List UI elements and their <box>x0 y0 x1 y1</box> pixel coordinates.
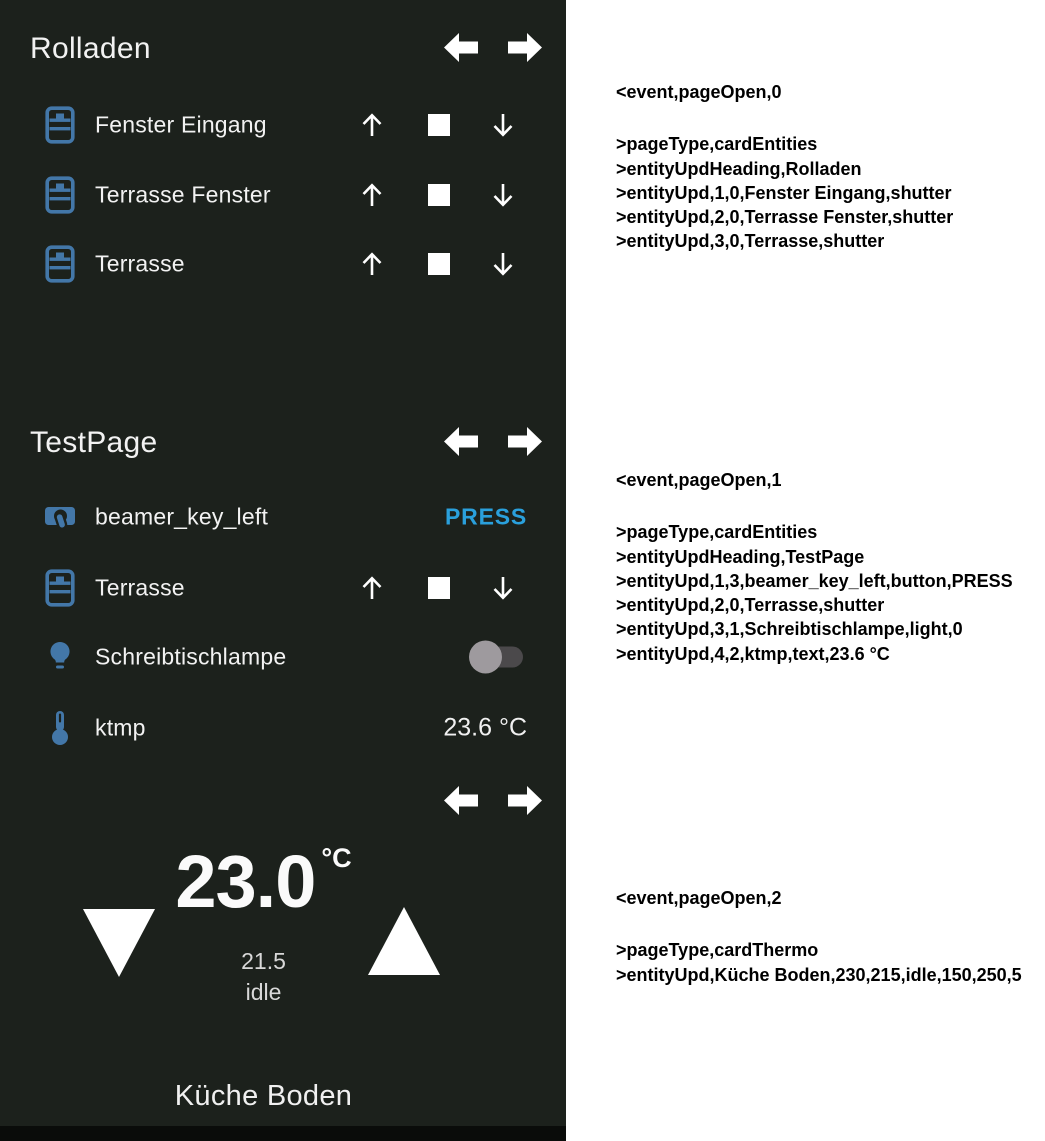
log-line: >entityUpd,3,1,Schreibtischlampe,light,0 <box>616 619 963 640</box>
entity-row <box>0 700 566 756</box>
log-line: <event,pageOpen,1 <box>616 470 782 490</box>
log-line: >entityUpd,2,0,Terrasse,shutter <box>616 595 885 616</box>
entity-row <box>0 629 566 685</box>
nav-next-button[interactable] <box>506 427 543 460</box>
entity-row <box>0 489 566 545</box>
shutter-up-button[interactable] <box>350 560 394 616</box>
shutter-down-button[interactable] <box>481 560 525 616</box>
serial-log-block-1 <box>616 468 1013 666</box>
current-temperature <box>0 840 527 923</box>
nav-next-button[interactable] <box>506 33 543 66</box>
shutter-down-button[interactable] <box>481 236 525 292</box>
temperature-unit: °C <box>321 843 352 873</box>
shutter-stop-button[interactable] <box>417 167 461 223</box>
shutter-up-button[interactable] <box>350 236 394 292</box>
arrow-right-icon <box>506 425 543 463</box>
log-gap <box>616 492 1013 520</box>
shutter-stop-button[interactable] <box>417 560 461 616</box>
log-line: >entityUpd,Küche Boden,230,215,idle,150,250,5 <box>616 964 1022 985</box>
hvac-state: idle <box>245 979 282 1005</box>
thermometer-icon <box>42 709 78 747</box>
window-shutter-icon <box>42 569 78 607</box>
log-line: >entityUpd,1,3,beamer_key_left,button,PRESS <box>616 570 1013 591</box>
log-line: >pageType,cardEntities <box>616 134 818 155</box>
nav-next-button[interactable] <box>506 786 543 819</box>
log-line: >entityUpdHeading,TestPage <box>616 546 865 567</box>
light-toggle[interactable] <box>469 641 523 674</box>
page-title: TestPage <box>30 426 158 459</box>
entity-label: Terrasse <box>95 574 185 601</box>
arrow-left-icon <box>443 784 480 822</box>
room-label: Küche Boden <box>174 1080 353 1112</box>
log-line: >pageType,cardEntities <box>616 522 818 543</box>
window-shutter-icon <box>42 106 78 144</box>
entity-label: Fenster Eingang <box>95 111 267 138</box>
log-line: >pageType,cardThermo <box>616 940 819 961</box>
arrow-right-icon <box>506 31 543 69</box>
page-title: Rolladen <box>30 32 151 65</box>
shutter-stop-button[interactable] <box>417 97 461 153</box>
entity-label: beamer_key_left <box>95 503 269 530</box>
shutter-stop-button[interactable] <box>417 236 461 292</box>
log-line: >entityUpd,2,0,Terrasse Fenster,shutter <box>616 207 954 228</box>
entity-label: Terrasse Fenster <box>95 181 271 208</box>
sensor-value: 23.6 °C <box>443 713 527 742</box>
shutter-down-button[interactable] <box>481 97 525 153</box>
log-gap <box>616 104 953 132</box>
panel-bottom-strip <box>0 1126 566 1141</box>
log-line: >entityUpd,1,0,Fenster Eingang,shutter <box>616 182 952 203</box>
log-line: >entityUpd,3,0,Terrasse,shutter <box>616 231 885 252</box>
entity-row <box>0 236 566 292</box>
setpoint-value: 21.5 <box>241 948 286 974</box>
log-gap <box>616 910 1022 938</box>
window-shutter-icon <box>42 176 78 214</box>
nav-prev-button[interactable] <box>443 786 480 819</box>
serial-log-block-0 <box>616 80 953 254</box>
log-line: >entityUpd,4,2,ktmp,text,23.6 °C <box>616 643 890 664</box>
nav-prev-button[interactable] <box>443 427 480 460</box>
shutter-down-button[interactable] <box>481 167 525 223</box>
lightbulb-icon <box>42 639 78 675</box>
entity-row <box>0 167 566 223</box>
gesture-tap-button-icon <box>42 499 78 535</box>
press-button[interactable]: PRESS <box>445 503 527 530</box>
serial-log-block-2 <box>616 886 1022 987</box>
shutter-up-button[interactable] <box>350 167 394 223</box>
entity-row <box>0 97 566 153</box>
toggle-knob <box>469 641 502 674</box>
log-line: >entityUpdHeading,Rolladen <box>616 158 862 179</box>
log-line: <event,pageOpen,2 <box>616 888 782 908</box>
current-temperature-value: 23.0 <box>175 840 316 923</box>
arrow-left-icon <box>443 31 480 69</box>
entity-label: ktmp <box>95 714 146 741</box>
entity-label: Schreibtischlampe <box>95 643 287 670</box>
nav-prev-button[interactable] <box>443 33 480 66</box>
window-shutter-icon <box>42 245 78 283</box>
entity-row <box>0 560 566 616</box>
shutter-up-button[interactable] <box>350 97 394 153</box>
arrow-right-icon <box>506 784 543 822</box>
arrow-left-icon <box>443 425 480 463</box>
log-line: <event,pageOpen,0 <box>616 82 782 102</box>
entity-label: Terrasse <box>95 250 185 277</box>
